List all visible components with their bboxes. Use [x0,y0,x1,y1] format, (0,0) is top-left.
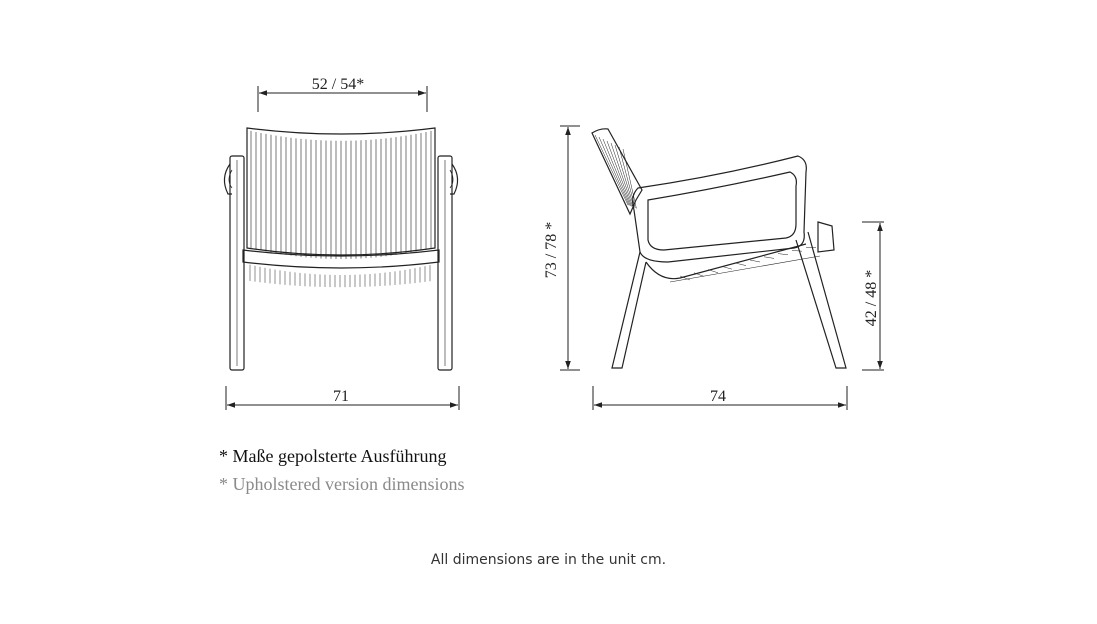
front-total-width-label: 71 [333,388,349,405]
unit-caption: All dimensions are in the unit cm. [0,552,1097,568]
front-backrest-width-label: 52 / 54* [312,76,364,93]
front-view [224,128,457,370]
front-backrest-slats [251,131,431,259]
side-front-leg [796,232,846,368]
side-view [592,129,846,368]
note-german: * Maße gepolsterte Ausführung [219,446,446,467]
side-seat-slats [680,247,816,280]
side-seat-inner [648,172,796,250]
side-back-leg [612,252,646,368]
side-front-block [818,222,834,252]
front-left-leg [224,156,244,370]
side-seat-height-label: 42 / 48 * [863,270,880,326]
note-english: * Upholstered version dimensions [219,474,464,495]
side-height-dimension [560,126,580,370]
front-right-leg [438,156,458,370]
side-backrest [592,129,642,214]
side-seat-frame [633,156,807,262]
side-backrest-slats [595,135,636,209]
side-total-depth-label: 74 [710,388,726,405]
side-total-height-label: 73 / 78 * [543,222,560,278]
